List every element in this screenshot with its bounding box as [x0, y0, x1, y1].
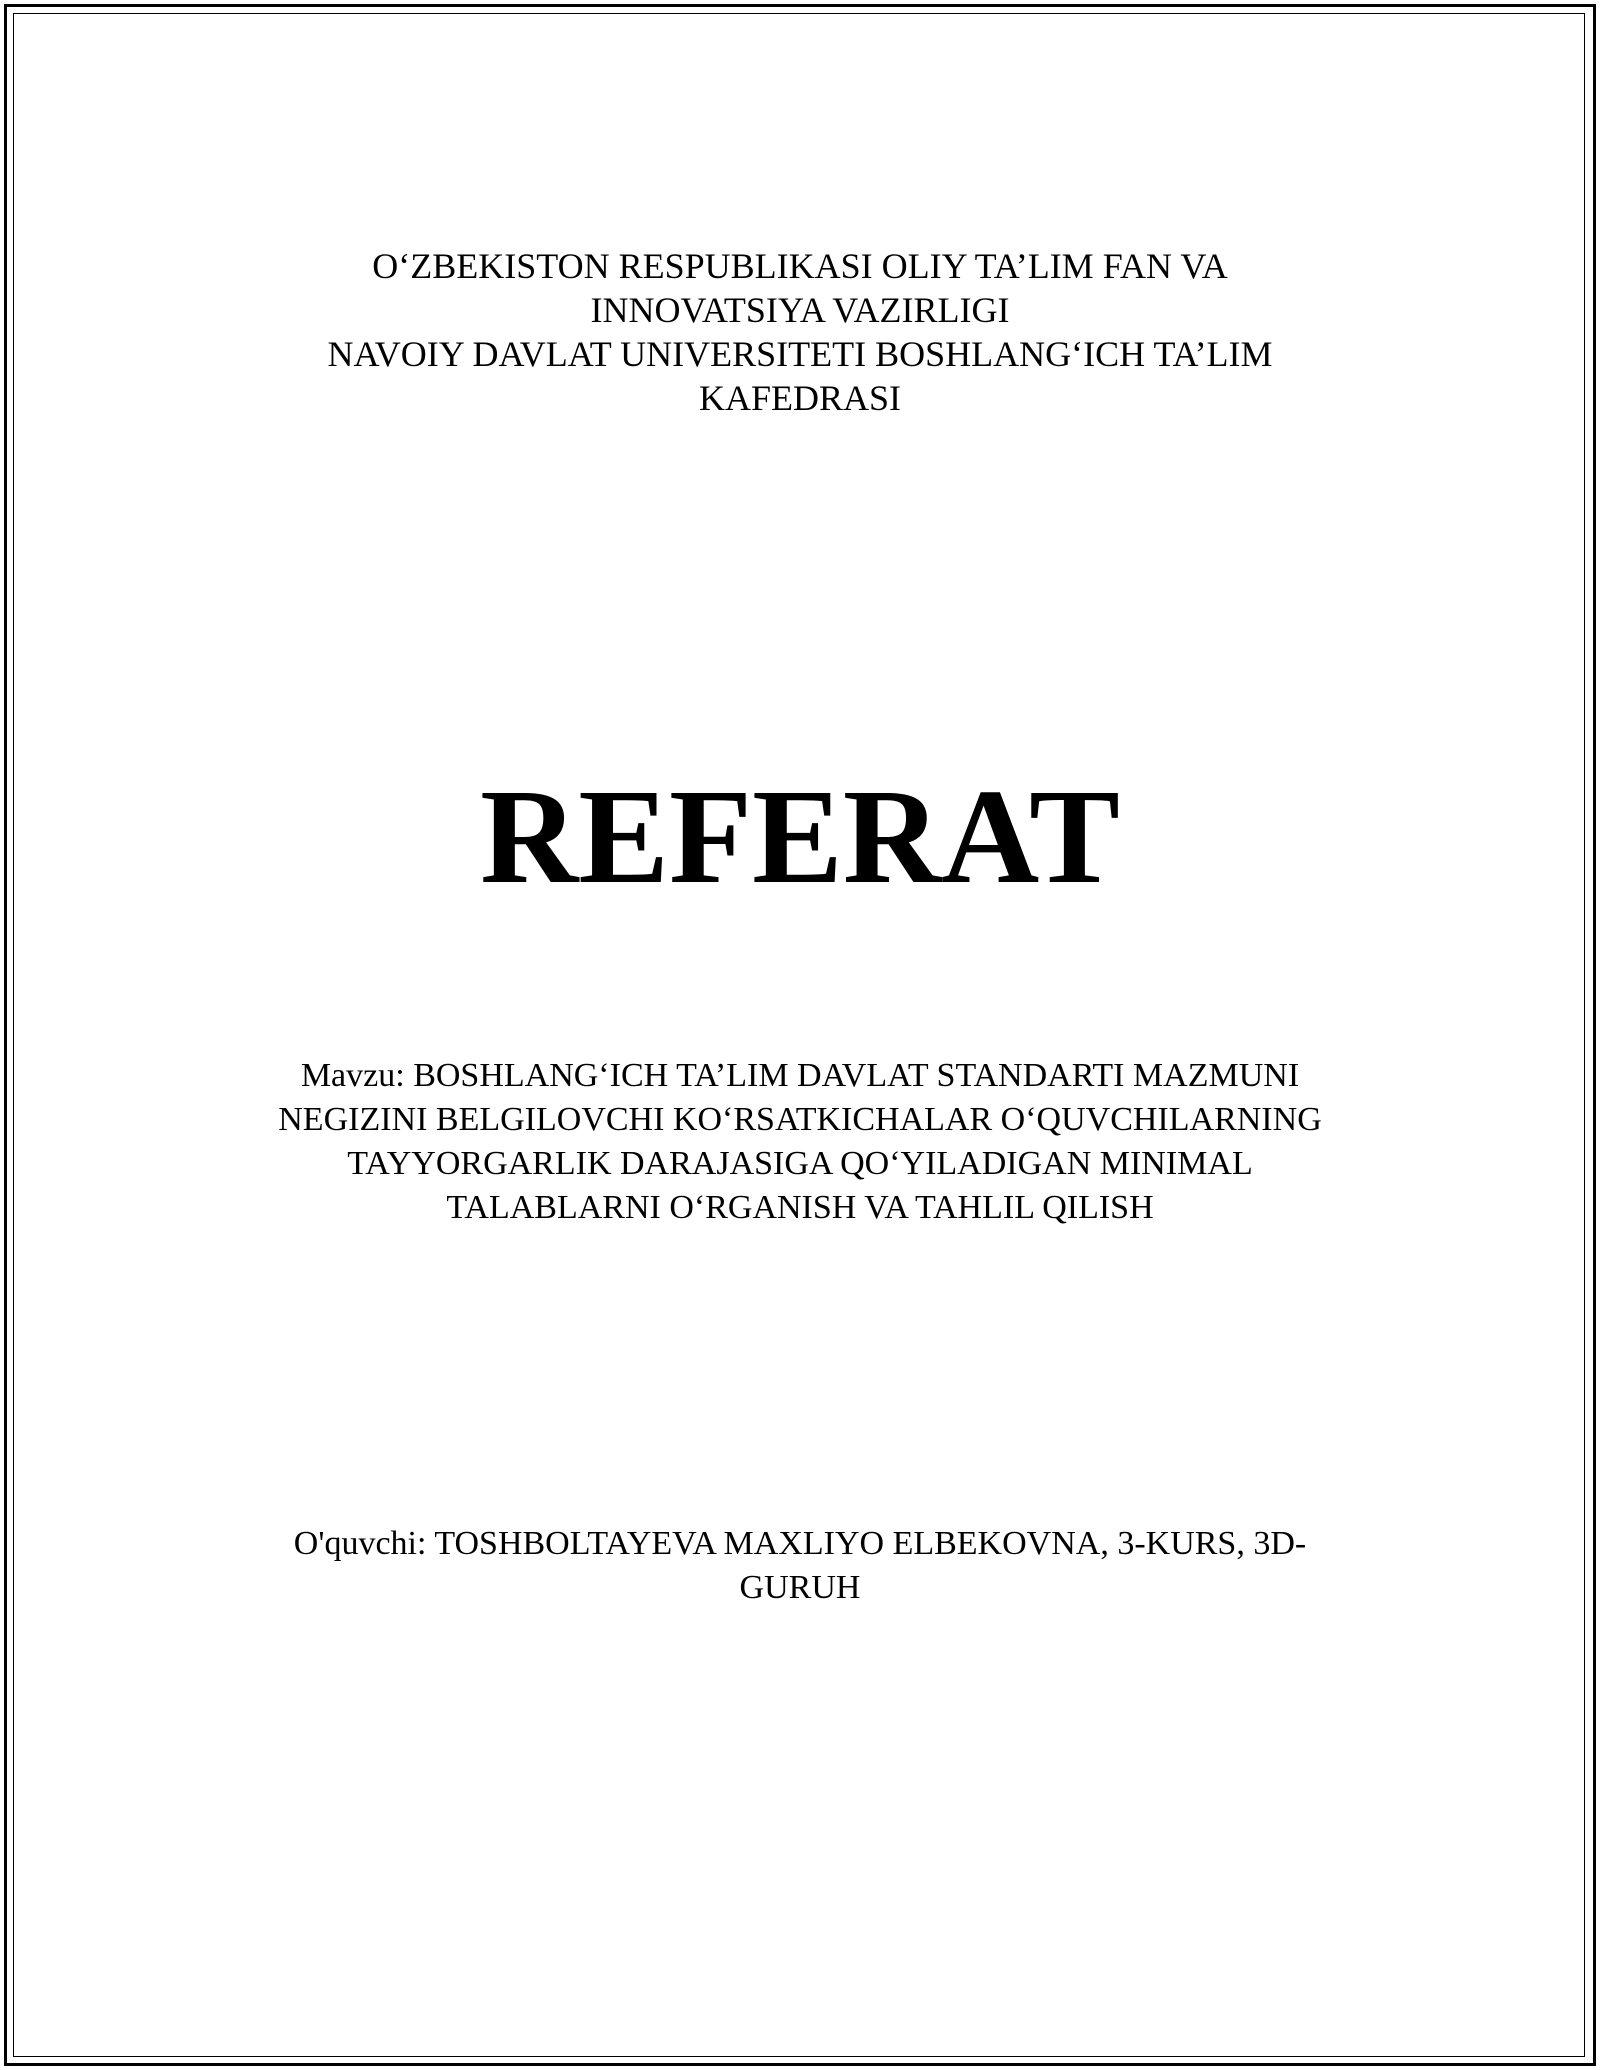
topic-line: TAYYORGARLIK DARAJASIGA QO‘YILADIGAN MINIMAL — [347, 1145, 1253, 1182]
header-line: KAFEDRASI — [698, 378, 902, 418]
header-line: O‘ZBEKISTON RESPUBLIKASI OLIY TA’LIM FAN VA — [372, 246, 1228, 286]
header-line: INNOVATSIYA VAZIRLIGI — [590, 290, 1010, 330]
topic-line: Mavzu: BOSHLANG‘ICH TA’LIM DAVLAT STANDARTI MAZMUNI — [300, 1057, 1300, 1094]
header-line: NAVOIY DAVLAT UNIVERSITETI BOSHLANG‘ICH TA’LIM — [327, 334, 1273, 374]
student-line: O'quvchi: TOSHBOLTAYEVA MAXLIYO ELBEKOVNA, 3-KURS, 3D- — [293, 1525, 1307, 1562]
institution-header — [0, 244, 1600, 420]
topic-line: NEGIZINI BELGILOVCHI KO‘RSATKICHALAR O‘QUVCHILARNING — [278, 1101, 1322, 1138]
student-info — [0, 1522, 1600, 1610]
student-line: GURUH — [739, 1569, 861, 1606]
topic-line: TALABLARNI O‘RGANISH VA TAHLIL QILISH — [446, 1189, 1154, 1226]
document-title: REFERAT — [480, 762, 1120, 912]
topic-block — [0, 1054, 1600, 1230]
